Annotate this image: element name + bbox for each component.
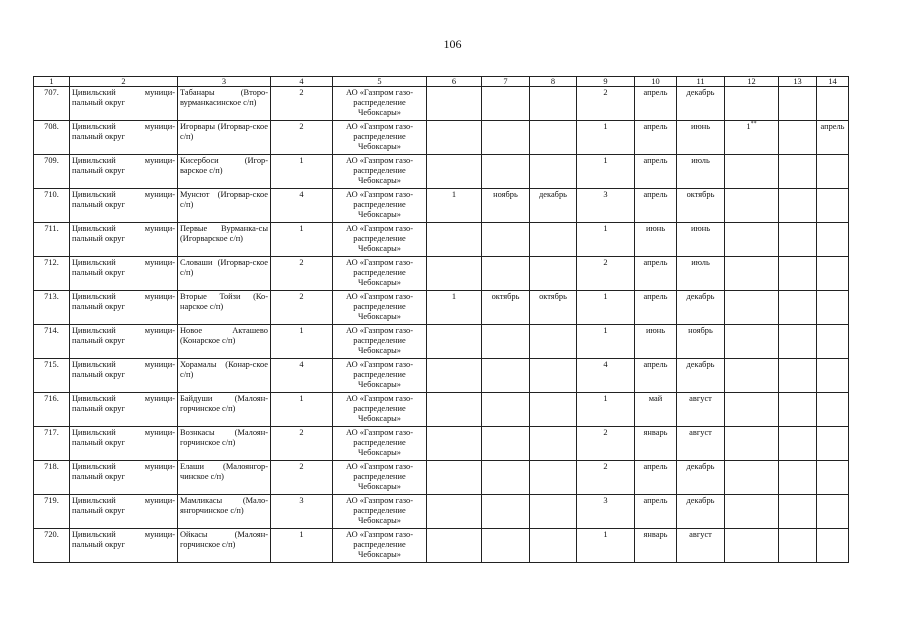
district-cell: Цивильский муници-пальный округ <box>70 529 178 563</box>
col13-value <box>779 427 817 461</box>
col9-value: 1 <box>577 393 635 427</box>
col14-value <box>817 359 849 393</box>
col7-value <box>482 359 530 393</box>
settlement-cell: Вторые Тойзи (Ко-нарское с/п) <box>178 291 271 325</box>
row-number: 716. <box>34 393 70 427</box>
col4-value: 4 <box>271 189 333 223</box>
organization-cell: АО «Газпром газо-распределение Чебоксары» <box>333 87 427 121</box>
col4-value: 2 <box>271 427 333 461</box>
col8-value <box>530 121 577 155</box>
col7-value <box>482 87 530 121</box>
col7-value: октябрь <box>482 291 530 325</box>
col6-value <box>427 121 482 155</box>
organization-cell: АО «Газпром газо-распределение Чебоксары» <box>333 257 427 291</box>
col13-value <box>779 461 817 495</box>
settlement-cell: Елаши (Малоянгор-чинское с/п) <box>178 461 271 495</box>
col6-value <box>427 223 482 257</box>
col13-value <box>779 223 817 257</box>
table-row <box>34 257 849 291</box>
settlement-cell: Игорвары (Игорвар-ское с/п) <box>178 121 271 155</box>
col11-value: декабрь <box>677 359 725 393</box>
table-row <box>34 359 849 393</box>
organization-cell: АО «Газпром газо-распределение Чебоксары» <box>333 223 427 257</box>
col8-value: декабрь <box>530 189 577 223</box>
row-number: 708. <box>34 121 70 155</box>
row-number: 709. <box>34 155 70 189</box>
col14-value <box>817 461 849 495</box>
col10-value: июнь <box>635 325 677 359</box>
col4-value: 2 <box>271 121 333 155</box>
organization-cell: АО «Газпром газо-распределение Чебоксары» <box>333 121 427 155</box>
col9-value: 1 <box>577 325 635 359</box>
settlement-cell: Новое Акташево (Конарское с/п) <box>178 325 271 359</box>
row-number: 712. <box>34 257 70 291</box>
district-cell: Цивильский муници-пальный округ <box>70 257 178 291</box>
col14-value: апрель <box>817 121 849 155</box>
col11-value: декабрь <box>677 291 725 325</box>
col7-value <box>482 223 530 257</box>
district-cell: Цивильский муници-пальный округ <box>70 495 178 529</box>
col14-value <box>817 223 849 257</box>
col14-value <box>817 325 849 359</box>
col12-value <box>725 87 779 121</box>
col10-value: апрель <box>635 359 677 393</box>
col14-value <box>817 189 849 223</box>
settlement-cell: Мунсют (Игорвар-ское с/п) <box>178 189 271 223</box>
district-cell: Цивильский муници-пальный округ <box>70 87 178 121</box>
col7-value: ноябрь <box>482 189 530 223</box>
col9-value: 3 <box>577 189 635 223</box>
col4-value: 3 <box>271 495 333 529</box>
col14-value <box>817 257 849 291</box>
col4-value: 1 <box>271 325 333 359</box>
col13-value <box>779 189 817 223</box>
col6-value: 1 <box>427 189 482 223</box>
col13-value <box>779 291 817 325</box>
column-number-14: 14 <box>817 77 849 87</box>
organization-cell: АО «Газпром газо-распределение Чебоксары» <box>333 495 427 529</box>
col11-value: август <box>677 529 725 563</box>
col14-value <box>817 495 849 529</box>
col9-value: 1 <box>577 529 635 563</box>
organization-cell: АО «Газпром газо-распределение Чебоксары» <box>333 461 427 495</box>
col10-value: апрель <box>635 495 677 529</box>
column-number-4: 4 <box>271 77 333 87</box>
col7-value <box>482 257 530 291</box>
col10-value: январь <box>635 427 677 461</box>
col12-value <box>725 257 779 291</box>
organization-cell: АО «Газпром газо-распределение Чебоксары» <box>333 155 427 189</box>
col4-value: 1 <box>271 529 333 563</box>
col6-value <box>427 257 482 291</box>
col14-value <box>817 155 849 189</box>
col10-value: апрель <box>635 257 677 291</box>
col7-value <box>482 529 530 563</box>
district-cell: Цивильский муници-пальный округ <box>70 427 178 461</box>
col9-value: 1 <box>577 155 635 189</box>
col12-value <box>725 393 779 427</box>
col14-value <box>817 427 849 461</box>
settlement-cell: Словаши (Игорвар-ское с/п) <box>178 257 271 291</box>
organization-cell: АО «Газпром газо-распределение Чебоксары» <box>333 359 427 393</box>
col12-value <box>725 189 779 223</box>
settlement-cell: Кисербоси (Игор-варское с/п) <box>178 155 271 189</box>
col8-value <box>530 223 577 257</box>
col11-value: август <box>677 393 725 427</box>
row-number: 720. <box>34 529 70 563</box>
row-number: 714. <box>34 325 70 359</box>
col12-value <box>725 121 779 155</box>
col13-value <box>779 495 817 529</box>
row-number: 713. <box>34 291 70 325</box>
table-row <box>34 189 849 223</box>
gasification-schedule-table <box>33 76 849 563</box>
footnote-marker: ** <box>750 121 757 128</box>
col7-value <box>482 495 530 529</box>
col12-value <box>725 223 779 257</box>
col13-value <box>779 393 817 427</box>
col6-value <box>427 495 482 529</box>
col9-value: 2 <box>577 427 635 461</box>
col12-value <box>725 359 779 393</box>
col10-value: май <box>635 393 677 427</box>
row-number: 710. <box>34 189 70 223</box>
col11-value: июнь <box>677 121 725 155</box>
col9-value: 1 <box>577 223 635 257</box>
col13-value <box>779 257 817 291</box>
col6-value <box>427 325 482 359</box>
col7-value <box>482 325 530 359</box>
col12-value <box>725 529 779 563</box>
settlement-cell: Хорамалы (Конар-ское с/п) <box>178 359 271 393</box>
table-row <box>34 87 849 121</box>
col7-value <box>482 393 530 427</box>
col4-value: 1 <box>271 223 333 257</box>
col7-value <box>482 461 530 495</box>
table-row <box>34 495 849 529</box>
district-cell: Цивильский муници-пальный округ <box>70 189 178 223</box>
col10-value: апрель <box>635 189 677 223</box>
table-row <box>34 223 849 257</box>
organization-cell: АО «Газпром газо-распределение Чебоксары» <box>333 427 427 461</box>
table-row <box>34 155 849 189</box>
col10-value: апрель <box>635 461 677 495</box>
col7-value <box>482 155 530 189</box>
col6-value <box>427 461 482 495</box>
col7-value <box>482 121 530 155</box>
col4-value: 2 <box>271 257 333 291</box>
settlement-cell: Ойкасы (Малоян-горчинское с/п) <box>178 529 271 563</box>
column-number-11: 11 <box>677 77 725 87</box>
district-cell: Цивильский муници-пальный округ <box>70 461 178 495</box>
col9-value: 1 <box>577 291 635 325</box>
table-row <box>34 291 849 325</box>
column-number-row <box>34 77 849 87</box>
col7-value <box>482 427 530 461</box>
col6-value <box>427 529 482 563</box>
col8-value <box>530 257 577 291</box>
col13-value <box>779 529 817 563</box>
col4-value: 2 <box>271 87 333 121</box>
column-number-10: 10 <box>635 77 677 87</box>
settlement-cell: Первые Вурманка-сы (Игорварское с/п) <box>178 223 271 257</box>
col6-value <box>427 155 482 189</box>
col14-value <box>817 529 849 563</box>
col11-value: октябрь <box>677 189 725 223</box>
table-body <box>34 87 849 563</box>
col9-value: 1 <box>577 121 635 155</box>
col8-value <box>530 359 577 393</box>
col4-value: 2 <box>271 461 333 495</box>
col6-value: 1 <box>427 291 482 325</box>
row-number: 718. <box>34 461 70 495</box>
col10-value: апрель <box>635 87 677 121</box>
row-number: 719. <box>34 495 70 529</box>
district-cell: Цивильский муници-пальный округ <box>70 121 178 155</box>
district-cell: Цивильский муници-пальный округ <box>70 155 178 189</box>
col10-value: январь <box>635 529 677 563</box>
col12-value <box>725 427 779 461</box>
col11-value: июль <box>677 257 725 291</box>
column-number-6: 6 <box>427 77 482 87</box>
col4-value: 1 <box>271 155 333 189</box>
col11-value: июнь <box>677 223 725 257</box>
column-number-8: 8 <box>530 77 577 87</box>
col12-value <box>725 495 779 529</box>
column-number-2: 2 <box>70 77 178 87</box>
col8-value <box>530 461 577 495</box>
row-number: 707. <box>34 87 70 121</box>
col8-value <box>530 325 577 359</box>
district-cell: Цивильский муници-пальный округ <box>70 325 178 359</box>
col11-value: декабрь <box>677 461 725 495</box>
col9-value: 2 <box>577 257 635 291</box>
col8-value <box>530 529 577 563</box>
table-row <box>34 427 849 461</box>
col9-value: 4 <box>577 359 635 393</box>
page-number: 106 <box>443 37 462 51</box>
col9-value: 3 <box>577 495 635 529</box>
table-row <box>34 529 849 563</box>
col14-value <box>817 291 849 325</box>
settlement-cell: Байдуши (Малоян-горчинское с/п) <box>178 393 271 427</box>
col14-value <box>817 87 849 121</box>
row-number: 717. <box>34 427 70 461</box>
col12-value <box>725 325 779 359</box>
column-number-7: 7 <box>482 77 530 87</box>
col6-value <box>427 359 482 393</box>
settlement-cell: Вознкасы (Малоян-горчинское с/п) <box>178 427 271 461</box>
col12-number: 1 <box>746 122 751 131</box>
settlement-cell: Мамликасы (Мало-янгорчинское с/п) <box>178 495 271 529</box>
col8-value <box>530 155 577 189</box>
col13-value <box>779 87 817 121</box>
row-number: 715. <box>34 359 70 393</box>
column-number-9: 9 <box>577 77 635 87</box>
col6-value <box>427 427 482 461</box>
col9-value: 2 <box>577 87 635 121</box>
column-number-1: 1 <box>34 77 70 87</box>
organization-cell: АО «Газпром газо-распределение Чебоксары» <box>333 529 427 563</box>
table-row <box>34 461 849 495</box>
column-number-13: 13 <box>779 77 817 87</box>
col14-value <box>817 393 849 427</box>
col6-value <box>427 87 482 121</box>
district-cell: Цивильский муници-пальный округ <box>70 393 178 427</box>
col11-value: ноябрь <box>677 325 725 359</box>
col4-value: 1 <box>271 393 333 427</box>
col11-value: август <box>677 427 725 461</box>
col8-value: октябрь <box>530 291 577 325</box>
col11-value: декабрь <box>677 87 725 121</box>
organization-cell: АО «Газпром газо-распределение Чебоксары» <box>333 325 427 359</box>
column-number-5: 5 <box>333 77 427 87</box>
col10-value: апрель <box>635 121 677 155</box>
col8-value <box>530 495 577 529</box>
col8-value <box>530 393 577 427</box>
district-cell: Цивильский муници-пальный округ <box>70 291 178 325</box>
col10-value: апрель <box>635 155 677 189</box>
col12-value <box>725 461 779 495</box>
col13-value <box>779 155 817 189</box>
col12-value <box>725 291 779 325</box>
table-row <box>34 393 849 427</box>
col8-value <box>530 427 577 461</box>
col13-value <box>779 325 817 359</box>
table-row <box>34 325 849 359</box>
col11-value: декабрь <box>677 495 725 529</box>
organization-cell: АО «Газпром газо-распределение Чебоксары» <box>333 291 427 325</box>
col11-value: июль <box>677 155 725 189</box>
col6-value <box>427 393 482 427</box>
row-number: 711. <box>34 223 70 257</box>
col12-value <box>725 155 779 189</box>
col4-value: 2 <box>271 291 333 325</box>
column-number-3: 3 <box>178 77 271 87</box>
col13-value <box>779 359 817 393</box>
district-cell: Цивильский муници-пальный округ <box>70 223 178 257</box>
col10-value: июнь <box>635 223 677 257</box>
col4-value: 4 <box>271 359 333 393</box>
col9-value: 2 <box>577 461 635 495</box>
col8-value <box>530 87 577 121</box>
organization-cell: АО «Газпром газо-распределение Чебоксары» <box>333 393 427 427</box>
col13-value <box>779 121 817 155</box>
settlement-cell: Табанары (Второ-вурманкасинское с/п) <box>178 87 271 121</box>
organization-cell: АО «Газпром газо-распределение Чебоксары» <box>333 189 427 223</box>
table-row <box>34 121 849 155</box>
district-cell: Цивильский муници-пальный округ <box>70 359 178 393</box>
column-number-12: 12 <box>725 77 779 87</box>
col10-value: апрель <box>635 291 677 325</box>
